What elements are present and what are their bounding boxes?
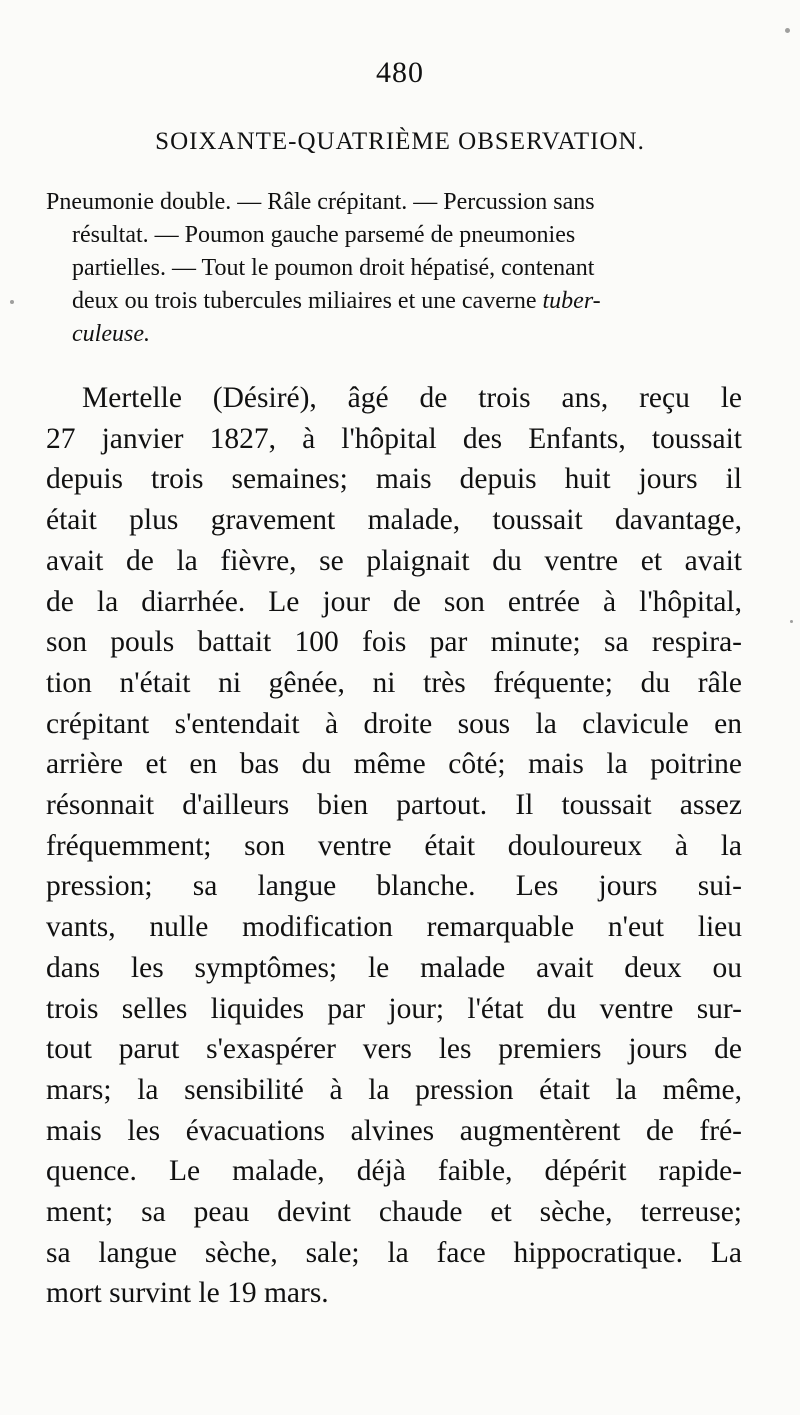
body-line: pression; sa langue blanche. Les jours sui- <box>46 870 742 903</box>
print-speck <box>785 28 790 33</box>
observation-summary <box>46 186 738 351</box>
body-line: trois selles liquides par jour; l'état du ventre sur- <box>46 992 742 1025</box>
summary-line: résultat. — Poumon gauche parsemé de pneumonies <box>72 222 576 248</box>
summary-line: Pneumonie double. — Râle crépitant. — Percussion sans <box>46 189 595 215</box>
summary-line <box>46 318 738 351</box>
page-number: 480 <box>376 56 424 89</box>
summary-line <box>46 285 738 318</box>
body-line: ment; sa peau devint chaude et sèche, terreuse; <box>46 1196 742 1229</box>
body-line: dans les symptômes; le malade avait deux ou <box>46 951 742 984</box>
body-line: tout parut s'exaspérer vers les premiers jours de <box>46 1033 742 1066</box>
body-line: mais les évacuations alvines augmentèrent de fré- <box>46 1114 742 1147</box>
body-line: 27 janvier 1827, à l'hôpital des Enfants, toussait <box>46 422 742 455</box>
summary-line-text: deux ou trois tubercules miliaires et une caverne <box>72 288 537 314</box>
body-line: quence. Le malade, déjà faible, dépérit rapide- <box>46 1155 742 1188</box>
summary-line: partielles. — Tout le poumon droit hépatisé, contenant <box>72 255 595 281</box>
body-line: mort survint le 19 mars. <box>46 1277 329 1310</box>
body-line: mars; la sensibilité à la pression était la même, <box>46 1073 742 1106</box>
observation-body <box>46 378 742 1314</box>
body-line: son pouls battait 100 fois par minute; sa respira- <box>46 626 742 659</box>
body-line: avait de la fièvre, se plaignait du ventre et avait <box>46 544 742 577</box>
body-line: vants, nulle modification remarquable n'eut lieu <box>46 911 742 944</box>
observation-title: SOIXANTE-QUATRIÈME OBSERVATION. <box>155 128 645 155</box>
summary-line-italic: tuber- <box>542 288 601 314</box>
body-line: arrière et en bas du même côté; mais la poitrine <box>46 748 742 781</box>
body-line: crépitant s'entendait à droite sous la clavicule en <box>46 707 742 740</box>
print-speck <box>10 300 14 304</box>
body-line: sa langue sèche, sale; la face hippocratique. La <box>46 1236 742 1269</box>
body-line: fréquemment; son ventre était douloureux à la <box>46 829 742 862</box>
body-line: tion n'était ni gênée, ni très fréquente; du râle <box>46 666 742 699</box>
summary-line-italic: culeuse. <box>72 321 150 347</box>
body-line: Mertelle (Désiré), âgé de trois ans, reçu le <box>82 382 742 414</box>
body-line: de la diarrhée. Le jour de son entrée à l'hôpital, <box>46 585 742 618</box>
body-line: résonnait d'ailleurs bien partout. Il toussait assez <box>46 789 742 822</box>
print-speck <box>790 620 793 623</box>
body-line: depuis trois semaines; mais depuis huit jours il <box>46 463 742 496</box>
body-line: était plus gravement malade, toussait davantage, <box>46 504 742 537</box>
